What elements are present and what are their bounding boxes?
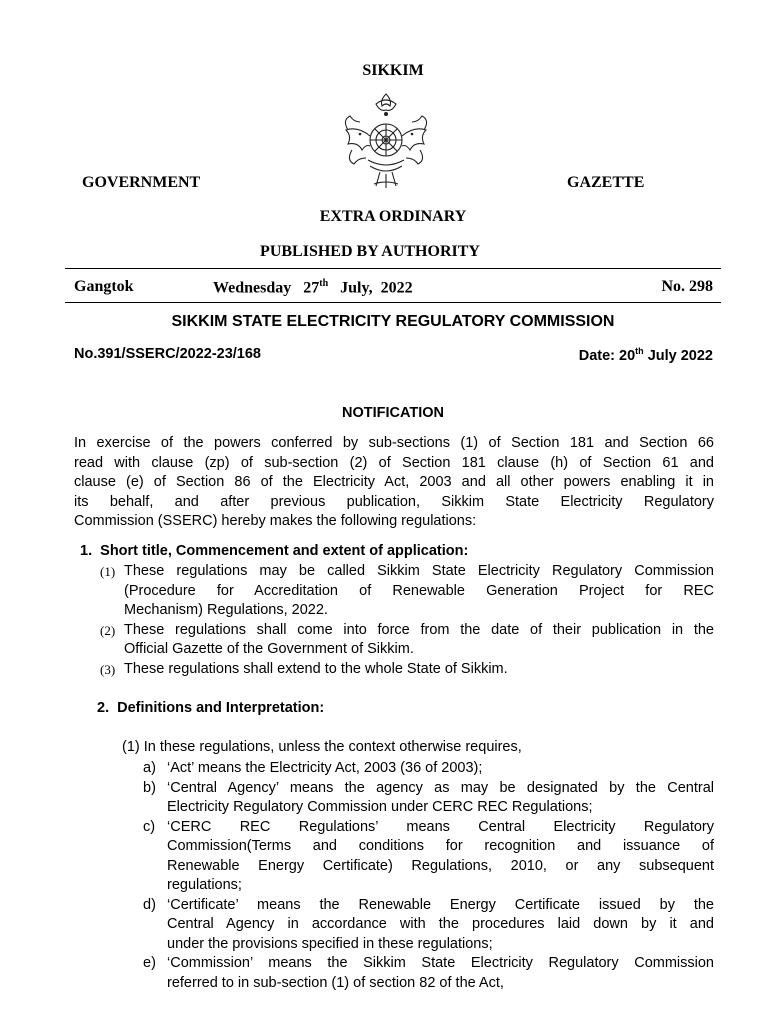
definition-marker: b) [143, 779, 156, 796]
item-line: (Procedure for Accreditation of Renewable Generation Project for REC [124, 582, 714, 599]
section1-item [100, 562, 714, 621]
gazette-number: No. 298 [661, 278, 713, 295]
dateline-date [213, 278, 413, 297]
gazette-state-name: SIKKIM [362, 62, 424, 79]
gazette-authority: PUBLISHED BY AUTHORITY [260, 243, 480, 260]
dateline-month-year: July, 2022 [340, 279, 413, 297]
reference-date-suffix: July 2022 [643, 347, 713, 364]
section2-heading: 2. Definitions and Interpretation: [97, 700, 325, 716]
definition-item [143, 759, 714, 779]
notification-intro [74, 434, 714, 532]
item-line: ‘Central Agency’ means the agency as may be designated by the Central [167, 779, 714, 796]
reference-date-prefix: Date: 20 [578, 347, 636, 364]
gazette-right-word: GAZETTE [567, 174, 645, 191]
dateline-day: 27 [303, 279, 320, 297]
section2-lead: (1) In these regulations, unless the context otherwise requires, [122, 739, 522, 755]
dateline-place: Gangtok [74, 278, 134, 295]
section1-item [100, 621, 714, 660]
definition-marker: e) [143, 955, 156, 971]
item-line: ‘CERC REC Regulations’ means Central Electricity Regulatory [167, 818, 714, 835]
item-line: These regulations may be called Sikkim State Electricity Regulatory Commission [124, 563, 714, 579]
section1-item-marker: (1) [100, 564, 116, 579]
gazette-edition: EXTRA ORDINARY [319, 208, 467, 225]
reference-number: No.391/SSERC/2022-23/168 [74, 346, 261, 362]
definition-item [143, 896, 714, 955]
gazette-left-word: GOVERNMENT [82, 174, 201, 191]
definition-marker: a) [143, 760, 156, 776]
notification-heading: NOTIFICATION [341, 405, 445, 421]
item-line: regulations; [167, 877, 242, 893]
state-emblem [340, 90, 432, 190]
item-line: Electricity Regulatory Commission under CERC REC Regulations; [167, 799, 593, 815]
definition-item [143, 818, 714, 896]
item-line: These regulations shall extend to the whole State of Sikkim. [124, 660, 508, 677]
intro-line: clause (e) of Section 86 of the Electricity Act, 2003 and all other powers enabling it in [74, 474, 714, 490]
item-line: Central Agency in accordance with the procedures laid down by it and [167, 916, 714, 932]
section2-items [143, 759, 714, 993]
item-line: referred to in sub-section (1) of section 82 of the Act, [167, 974, 504, 991]
item-line: Renewable Energy Certificate) Regulations, 2010, or any subsequent [167, 857, 714, 874]
intro-line: In exercise of the powers conferred by sub-sections (1) of Section 181 and Section 66 [74, 435, 714, 451]
section1-item-marker: (3) [100, 661, 116, 677]
definition-marker: d) [143, 896, 156, 913]
masthead-rule-bottom [65, 302, 721, 303]
item-line: ‘Act’ means the Electricity Act, 2003 (36 of 2003); [167, 760, 483, 776]
definition-item [143, 779, 714, 818]
item-line: under the provisions specified in these regulations; [167, 935, 493, 952]
commission-title: SIKKIM STATE ELECTRICITY REGULATORY COMMISSION [171, 313, 615, 330]
section1-heading: 1. Short title, Commencement and extent of application: [80, 543, 469, 559]
item-line: These regulations shall come into force from the date of their publication in the [124, 621, 714, 638]
intro-line: read with clause (zp) of sub-section (2) of Section 181 clause (h) of Section 61 and [74, 454, 714, 471]
item-line: ‘Certificate’ means the Renewable Energy Certificate issued by the [167, 896, 714, 913]
intro-line: Commission (SSERC) hereby makes the following regulations: [74, 513, 477, 529]
reference-date-suffix-sup: th [635, 346, 644, 356]
intro-line: its behalf, and after previous publication, Sikkim State Electricity Regulatory [74, 493, 714, 510]
dateline-day-suffix: th [319, 278, 329, 289]
section1-items [100, 562, 714, 679]
definition-marker: c) [143, 818, 156, 835]
item-line: Mechanism) Regulations, 2022. [124, 602, 328, 618]
definition-item [143, 954, 714, 993]
masthead-rule-top [65, 268, 721, 269]
item-line: Commission(Terms and conditions for recognition and issuance of [167, 838, 714, 854]
item-line: Official Gazette of the Government of Sikkim. [124, 641, 414, 657]
section1-item-marker: (2) [100, 622, 116, 638]
dateline-weekday: Wednesday [213, 279, 292, 297]
section1-item [100, 660, 714, 680]
reference-date [579, 346, 713, 364]
item-line: ‘Commission’ means the Sikkim State Electricity Regulatory Commission [167, 955, 714, 971]
